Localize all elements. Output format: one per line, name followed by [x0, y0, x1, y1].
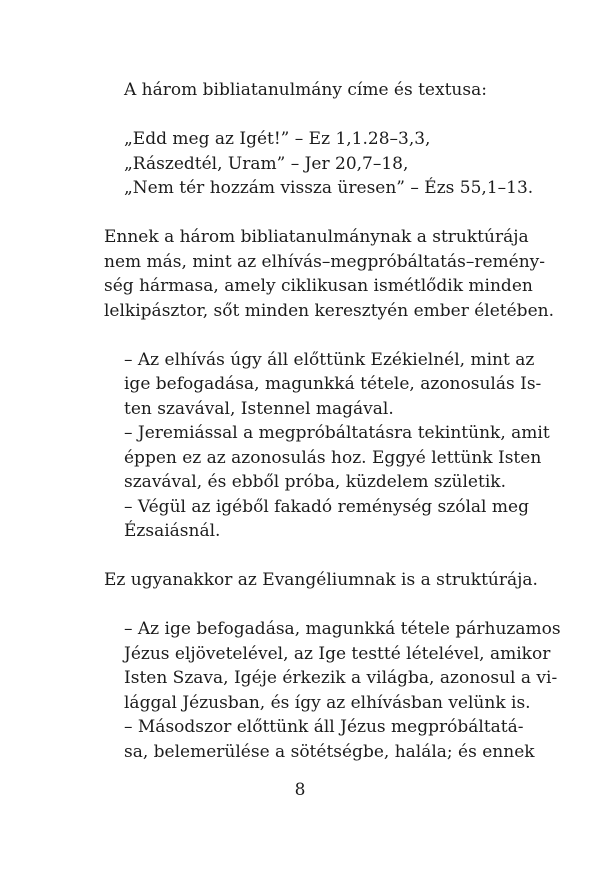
text-line: ség hármasa, amely ciklikusan ismétlődik minden [104, 276, 533, 296]
text-line: – Végül az igéből fakadó reménység szólal meg [124, 496, 529, 517]
structure-paragraph [104, 225, 554, 323]
text-line: szavával, és ebből próba, küzdelem születik. [124, 472, 506, 492]
intro-line: A három bibliatanulmány címe és textusa: [124, 80, 487, 100]
text-line: ige befogadása, magunkká tétele, azonosulás Is- [124, 374, 542, 394]
text-line: Ennek a három bibliatanulmánynak a struktúrája [104, 227, 529, 247]
page-body [104, 78, 561, 764]
text-line: – Az ige befogadása, magunkká tétele párhuzamos [124, 619, 561, 639]
study-title: „Nem tér hozzám vissza üresen” – Ézs 55,1–13. [124, 178, 534, 198]
study-title: „Edd meg az Igét!” – Ez 1,1.28–3,3, [124, 129, 431, 149]
study-title: „Rászedtél, Uram” – Jer 20,7–18, [124, 153, 409, 174]
text-line: sa, belemerülése a sötétségbe, halála; és ennek [124, 741, 535, 762]
text-line: – Jeremiással a megpróbáltatásra tekintünk, amit [124, 423, 550, 443]
text-line: nem más, mint az elhívás–megpróbáltatás–remény- [104, 251, 545, 272]
text-line: éppen ez az azonosulás hoz. Eggyé lettünk Isten [124, 447, 542, 468]
text-line: lelkipásztor, sőt minden keresztyén ember életében. [104, 300, 554, 321]
text-line: Jézus eljövetelével, az Ige testté lételével, amikor [124, 643, 551, 664]
spacer [104, 103, 520, 128]
spacer [104, 323, 520, 348]
spacer [104, 544, 520, 569]
text-line: Ézsaiásnál. [124, 521, 221, 541]
spacer [104, 593, 520, 618]
gospel-list [104, 617, 561, 764]
gospel-paragraph: Ez ugyanakkor az Evangéliumnak is a struktúrája. [104, 570, 538, 590]
spacer [104, 201, 520, 226]
text-line: lággal Jézusban, és így az elhívásban velünk is. [124, 692, 531, 713]
page-number: 8 [294, 780, 306, 800]
text-line: – Az elhívás úgy áll előttünk Ezékielnél, mint az [124, 349, 535, 370]
text-line: – Másodszor előttünk áll Jézus megpróbáltatá- [124, 717, 524, 737]
text-line: Isten Szava, Igéje érkezik a világba, azonosul a vi- [124, 668, 558, 688]
text-line: ten szavával, Istennel magával. [124, 398, 394, 419]
prophet-list [104, 348, 550, 544]
study-list [104, 127, 534, 201]
